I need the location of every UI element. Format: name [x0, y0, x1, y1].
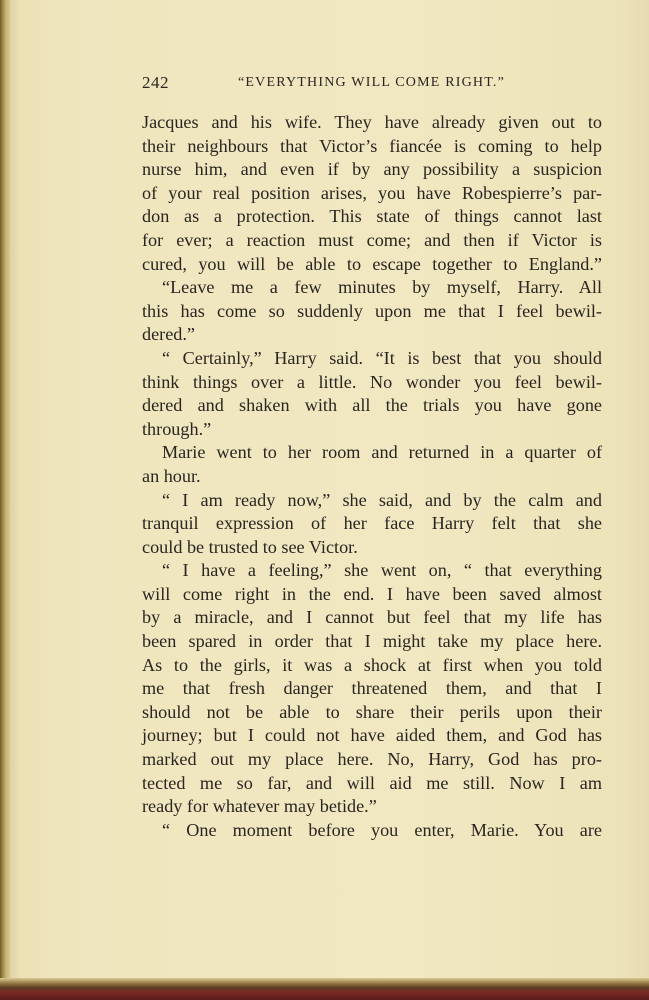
text-line: their neighbours that Victor’s fiancée is coming to help [142, 135, 602, 156]
text-line: will come right in the end. I have been saved almost [142, 583, 602, 604]
text-line: tranquil expression of her face Harry felt that she [142, 513, 602, 534]
text-line: been spared in order that I might take my place here. [142, 631, 602, 652]
text-line: by a miracle, and I cannot but feel that my life has [142, 607, 602, 628]
text-line: me that fresh danger threatened them, and that I [142, 678, 602, 699]
text-line: tected me so far, and will aid me still. Now I am [142, 772, 602, 793]
page-bottom-edge [0, 978, 649, 1000]
page-header [142, 73, 602, 97]
text-line: “ One moment before you enter, Marie. You are [162, 819, 602, 840]
text-line: marked out my place here. No, Harry, God has pro- [142, 749, 602, 770]
text-line: of your real position arises, you have Robespierre’s par- [142, 182, 602, 203]
text-line: could be trusted to see Victor. [142, 536, 358, 557]
text-line: “ I have a feeling,” she went on, “ that everything [162, 560, 602, 581]
text-line: Jacques and his wife. They have already given out to [142, 112, 602, 132]
text-line: for ever; a reaction must come; and then if Victor is [142, 229, 602, 250]
text-line: think things over a little. No wonder you feel bewil- [142, 371, 602, 392]
text-line: cured, you will be able to escape together to England.” [142, 253, 602, 274]
page-number: 242 [142, 73, 169, 92]
text-line: nurse him, and even if by any possibility a suspicion [142, 159, 602, 180]
text-line: dered.” [142, 324, 196, 345]
text-line: dered and shaken with all the trials you have gone [142, 395, 602, 416]
text-line: should not be able to share their perils upon their [142, 701, 602, 722]
text-line: “ Certainly,” Harry said. “It is best that you should [162, 347, 602, 368]
text-line: As to the girls, it was a shock at first when you told [142, 654, 602, 675]
text-line: ready for whatever may betide.” [142, 796, 377, 817]
running-title: “EVERYTHING WILL COME RIGHT.” [238, 75, 506, 90]
text-line: don as a protection. This state of things cannot last [142, 206, 602, 227]
text-line: “Leave me a few minutes by myself, Harry. All [162, 277, 602, 298]
text-line: Marie went to her room and returned in a quarter of [162, 442, 602, 463]
text-line: “ I am ready now,” she said, and by the calm and [162, 489, 602, 510]
text-line: through.” [142, 418, 212, 439]
page-gutter [0, 0, 10, 1000]
text-line: this has come so suddenly upon me that I feel bewil- [142, 300, 602, 321]
text-line: an hour. [142, 465, 201, 486]
body-text [142, 111, 602, 842]
text-line: journey; but I could not have aided them, and God has [142, 725, 602, 746]
